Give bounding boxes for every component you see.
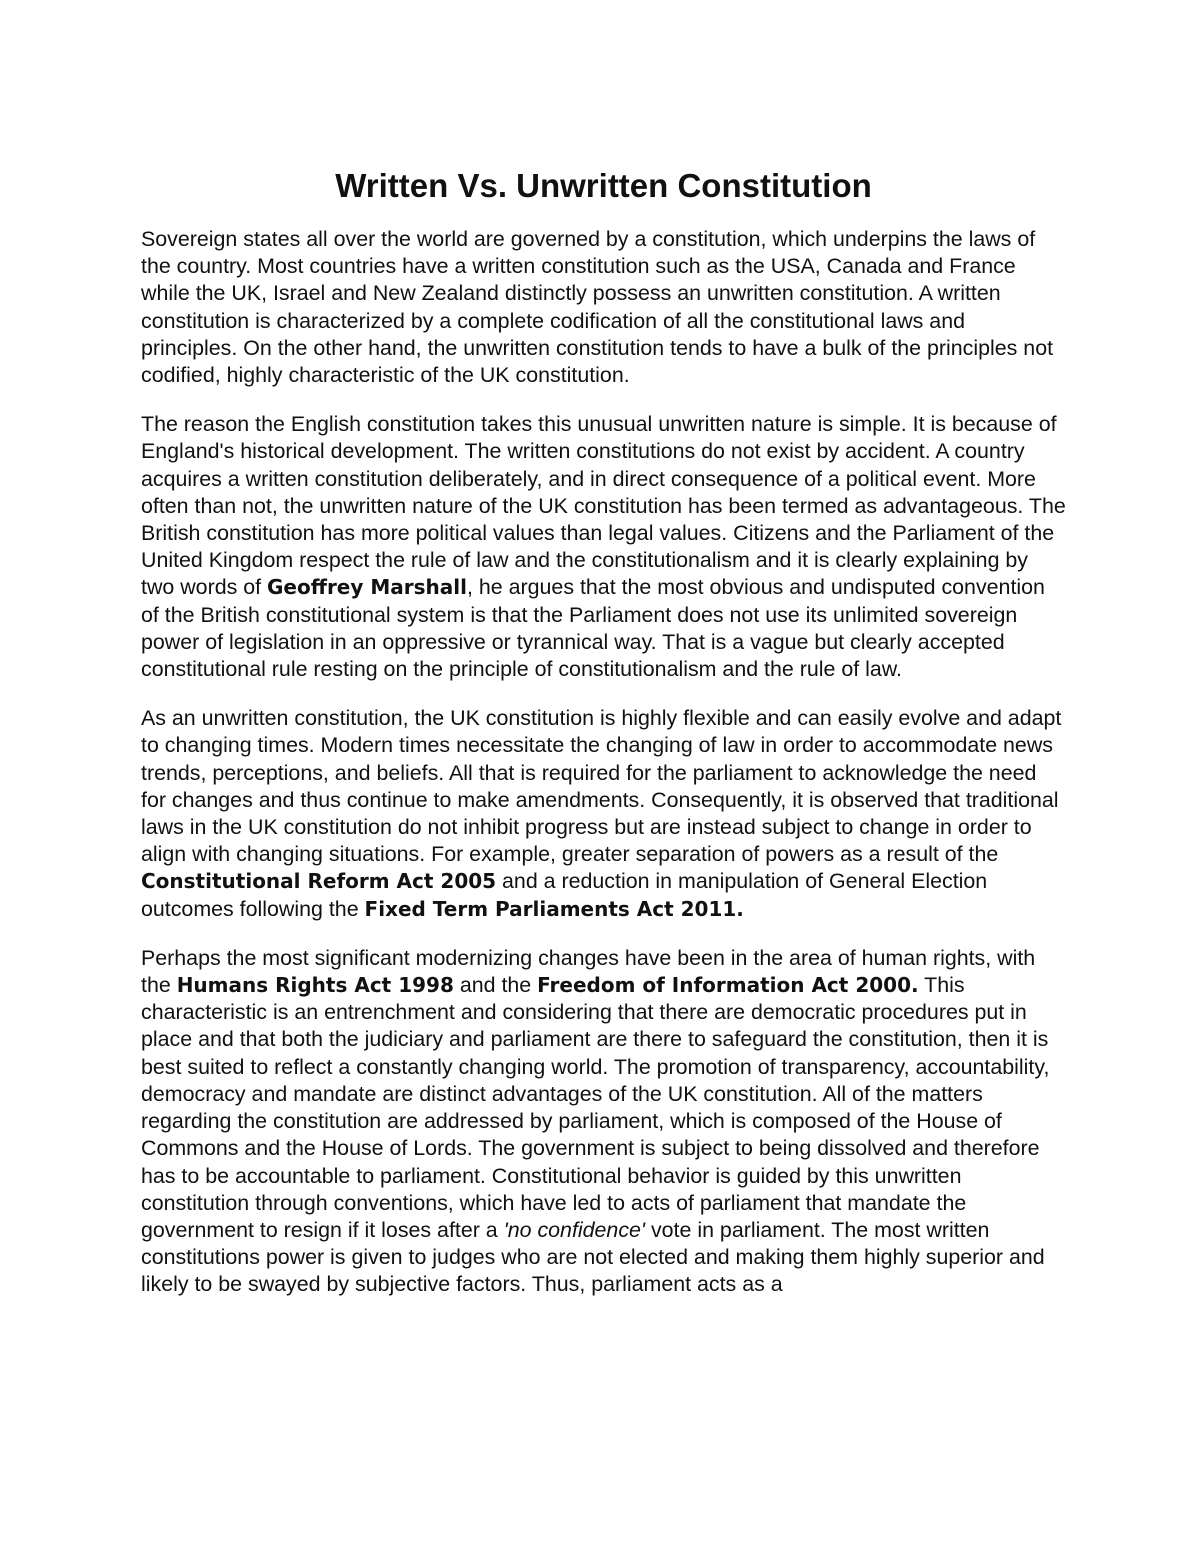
bold-text: Humans Rights Act 1998 xyxy=(176,973,454,998)
bold-text: Constitutional Reform Act 2005 xyxy=(141,869,497,894)
paragraph xyxy=(141,411,1066,683)
paragraph-text: Perhaps the most significant modernizing changes have been in the area of human rights, with the xyxy=(141,945,1036,998)
paragraph-text: As an unwritten constitution, the UK constitution is highly flexible and can easily evolve and adapt to changing times. Modern times necessitate the changing of law in order to accommodate news trends, perceptions, and beliefs. All that is required for the parliament to acknowledge the need for changes and thus continue to make amendments. Consequently, it is observed that traditional laws in the UK constitution do not inhibit progress but are instead subject to change in order to align with changing situations. For example, greater separation of powers as a result of the xyxy=(141,706,1062,867)
bold-text: Fixed Term Parliaments Act 2011. xyxy=(364,896,744,921)
paragraph-text: vote in parliament. The most written constitutions power is given to judges who are not elected and making them highly superior and likely to be swayed by subjective factors. Thus, parliament acts as a xyxy=(141,1217,1045,1297)
paragraph-text: The reason the English constitution takes this unusual unwritten nature is simple. It is because of England's historical development. The written constitutions do not exist by accident. A country acquires a written constitution deliberately, and in direct consequence of a political event. More often than not, the unwritten nature of the UK constitution has been termed as advantageous. The British constitution has more political values than legal values. Citizens and the Parliament of the United Kingdom respect the rule of law and the constitutionalism and it is clearly explaining by two words of xyxy=(141,412,1066,600)
bold-text: Geoffrey Marshall xyxy=(267,575,467,600)
paragraph-text: and a reduction in manipulation of General Election outcomes following the xyxy=(141,869,988,921)
paragraph xyxy=(141,705,1066,923)
paragraph xyxy=(141,945,1066,1299)
paragraph-text: Sovereign states all over the world are governed by a constitution, which underpins the laws of the country. Most countries have a written constitution such as the USA, Canada and France while the UK, Israel and New Zealand distinctly possess an unwritten constitution. A written constitution is characterized by a complete codification of all the constitutional laws and principles. On the other hand, the unwritten constitution tends to have a bulk of the principles not codified, highly characteristic of the UK constitution. xyxy=(141,227,1054,388)
document-title: Written Vs. Unwritten Constitution xyxy=(335,167,872,204)
bold-text: Freedom of Information Act 2000. xyxy=(537,973,919,998)
paragraph-text: , he argues that the most obvious and undisputed convention of the British constitutional system is that the Parliament does not use its unlimited sovereign power of legislation in an oppressive or tyrannical way. That is a vague but clearly accepted constitutional rule resting on the principle of constitutionalism and the rule of law. xyxy=(141,575,1045,682)
paragraph xyxy=(141,226,1066,389)
italic-text: 'no confidence' xyxy=(503,1217,646,1242)
paragraph-text: and the xyxy=(453,973,538,998)
document-body xyxy=(141,166,1066,1321)
paragraph-list xyxy=(141,226,1066,1299)
paragraph-text: This characteristic is an entrenchment and considering that there are democratic procedures put in place and that both the judiciary and parliament are there to safeguard the constitution, then it is best suited to reflect a constantly changing world. The promotion of transparency, accountability, democracy and mandate are distinct advantages of the UK constitution. All of the matters regarding the constitution are addressed by parliament, which is composed of the House of Commons and the House of Lords. The government is subject to being dissolved and therefore has to be accountable to parliament. Constitutional behavior is guided by this unwritten constitution through conventions, which have led to acts of parliament that mandate the government to resign if it loses after a xyxy=(141,973,1050,1242)
